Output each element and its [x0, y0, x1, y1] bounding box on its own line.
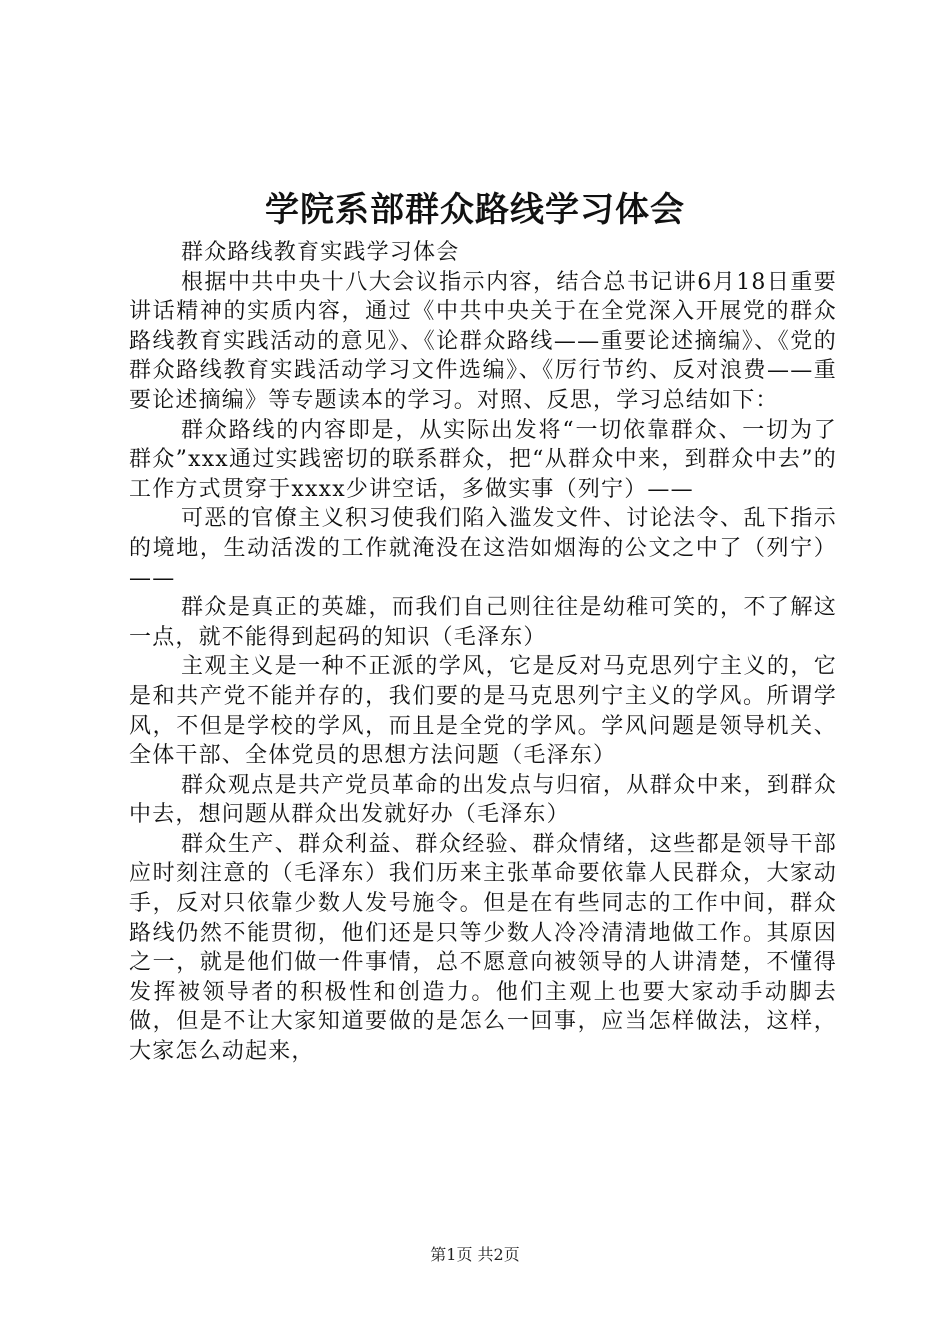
- page-number-footer: 第1页 共2页: [430, 1245, 520, 1264]
- paragraph: 群众是真正的英雄，而我们自己则往往是幼稚可笑的，不了解这一点，就不能得到起码的知识（毛泽东）: [129, 595, 837, 650]
- paragraph: 主观主义是一种不正派的学风，它是反对马克思列宁主义的，它是和共产党不能并存的，我们要的是马克思列宁主义的学风。所谓学风，不但是学校的学风，而且是全党的学风。学风问题是领导机关、全体干部、全体党员的思想方法问题（毛泽东）: [129, 654, 837, 769]
- paragraph-subtitle: 群众路线教育实践学习体会: [181, 240, 460, 265]
- document-body: [129, 238, 837, 1067]
- paragraph: 群众观点是共产党员革命的出发点与归宿，从群众中来，到群众中去，想问题从群众出发就好办（毛泽东）: [129, 772, 837, 828]
- paragraph: 群众路线的内容即是，从实际出发将“一切依靠群众、一切为了群众”xxx通过实践密切的联系群众，把“从群众中来，到群众中去”的工作方式贯穿于xxxx少讲空话，多做实事（列宁）——: [129, 417, 837, 502]
- paragraph: 可恶的官僚主义积习使我们陷入滥发文件、讨论法令、乱下指示的境地，生动活泼的工作就淹没在这浩如烟海的公文之中了（列宁）——: [129, 506, 837, 591]
- paragraph: 群众生产、群众利益、群众经验、群众情绪，这些都是领导干部应时刻注意的（毛泽东）我们历来主张革命要依靠人民群众，大家动手，反对只依靠少数人发号施令。但是在有些同志的工作中间，群众路线仍然不能贯彻，他们还是只等少数人冷冷清清地做工作。其原因之一，就是他们做一件事情，总不愿意向被领导的人讲清楚，不懂得发挥被领导者的积极性和创造力。他们主观上也要大家动手动脚去做，但是不让大家知道要做的是怎么一回事，应当怎样做法，这样，大家怎么动起来，: [129, 831, 837, 1065]
- paragraph: 根据中共中央十八大会议指示内容，结合总书记讲6月18日重要讲话精神的实质内容，通过《中共中央关于在全党深入开展党的群众路线教育实践活动的意见》、《论群众路线——重要论述摘编》、《党的群众路线教育实践活动学习文件选编》、《厉行节约、反对浪费——重要论述摘编》等专题读本的学习。对照、反思，学习总结如下：: [129, 269, 837, 413]
- document-title: 学院系部群众路线学习体会: [265, 190, 685, 230]
